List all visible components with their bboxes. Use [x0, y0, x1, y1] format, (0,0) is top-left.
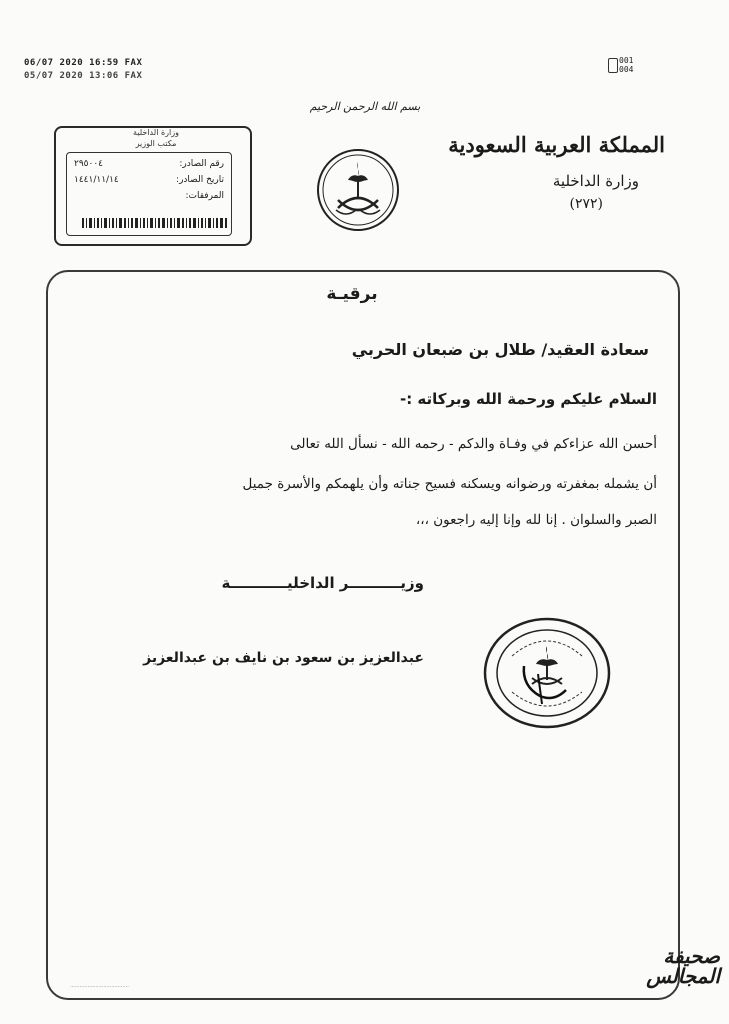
official-stamp-icon	[482, 616, 612, 730]
fax-header-line-1: 06/07 2020 16:59 FAX	[24, 58, 143, 68]
saudi-emblem-icon	[316, 148, 400, 232]
brand-watermark	[628, 946, 720, 986]
brand-line-1: صحيفة	[663, 944, 720, 968]
reference-header-1: وزارة الداخلية	[133, 128, 179, 137]
page-icon	[608, 58, 618, 73]
barcode-icon	[82, 218, 227, 228]
reference-attachments-row	[74, 191, 224, 201]
reference-attachments-label: المرفقات:	[185, 191, 224, 201]
letter-greeting: السلام عليكم ورحمة الله وبركاته :-	[399, 390, 657, 408]
signature-title: وزيــــــــــر الداخليـــــــــــة	[221, 574, 424, 592]
reference-header-2: مكتب الوزير	[135, 139, 177, 148]
reference-number-row	[74, 159, 224, 169]
reference-number-value: ٢٩٥٠٠٤	[74, 159, 104, 169]
fax-header-line-2: 05/07 2020 13:06 FAX	[24, 71, 143, 81]
letter-body-line-3: الصبر والسلوان . إنا لله وإنا إليه راجعون ،،،	[415, 512, 657, 528]
reference-date-label: تاريخ الصادر:	[176, 175, 224, 185]
reference-date-value: ١٤٤١/١١/١٤	[74, 175, 119, 185]
footer-note: .....................................	[70, 983, 129, 989]
letter-recipient: سعادة العقيد/ طلال بن ضبعان الحربي	[351, 340, 649, 359]
letter-title: برقيـة	[326, 284, 378, 304]
page-number-top: 001	[619, 56, 634, 65]
reference-date-row	[74, 175, 224, 185]
reference-number-label: رقم الصادر:	[179, 159, 224, 169]
ministry-code: (٢٧٢)	[569, 196, 603, 212]
basmala: بسم الله الرحمن الرحيم	[309, 100, 421, 113]
kingdom-name: المملكة العربية السعودية	[448, 132, 665, 157]
page-number-bottom: 004	[619, 65, 634, 74]
letter-body-line-2: أن يشمله بمغفرته ورضوانه ويسكنه فسيح جناته وأن يلهمكم والأسرة جميل	[242, 476, 657, 492]
brand-line-2: المجالس	[646, 964, 720, 988]
signature-name: عبدالعزيز بن سعود بن نايف بن عبدالعزيز	[143, 650, 424, 666]
letter-body-line-1: أحسن الله عزاءكم في وفـاة والدكم - رحمه الله - نسأل الله تعالى	[290, 436, 657, 452]
ministry-name: وزارة الداخلية	[552, 172, 639, 190]
